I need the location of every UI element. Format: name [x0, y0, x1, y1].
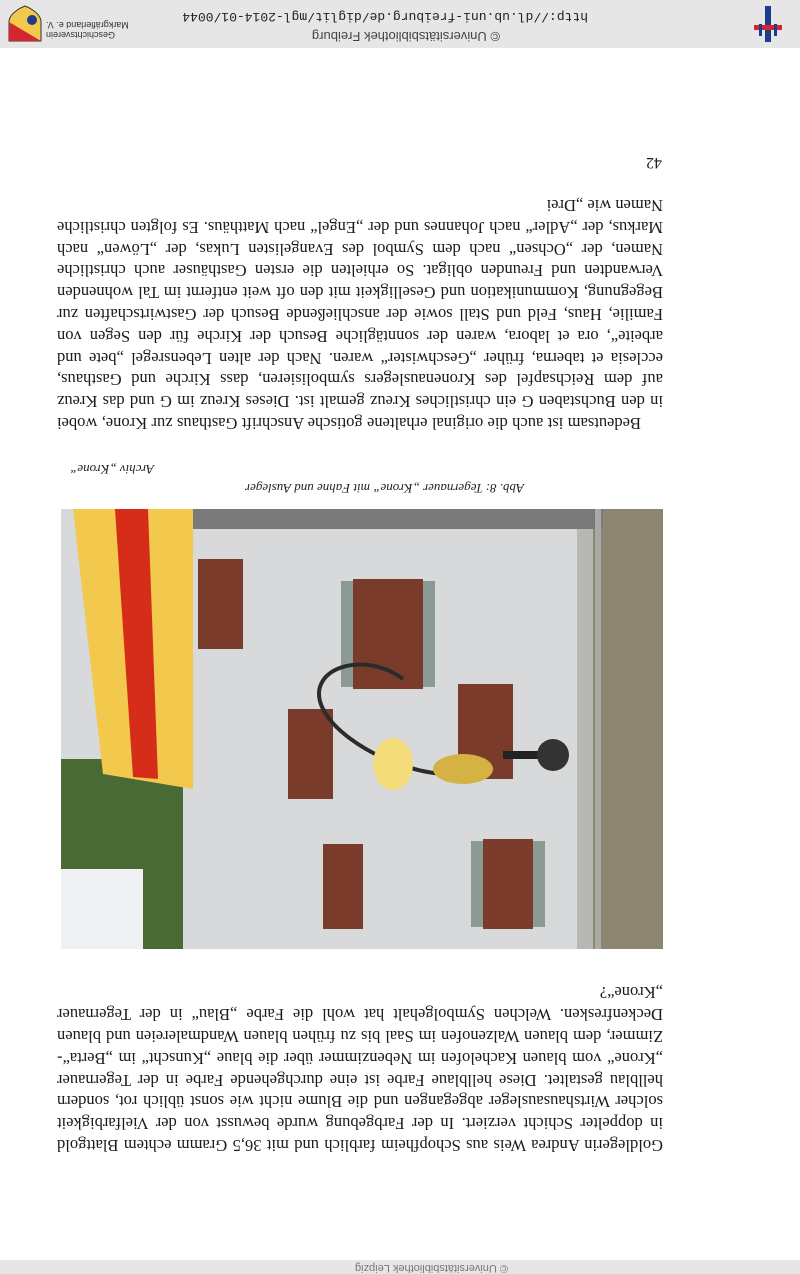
society-line-1: Geschichtsverein	[46, 30, 116, 40]
society-line-2: Markgräflerland e. V.	[46, 20, 129, 30]
copyright-text: © Universitätsbibliothek Freiburg	[311, 29, 500, 44]
figure-caption: Abb. 8: Tegernauer „Krone“ mit Fahne und Ausleger	[244, 481, 524, 496]
figure-photo	[61, 509, 663, 949]
source-url-link[interactable]: http://dl.ub.uni-freiburg.de/diglit/mgl-2014-01/0044	[182, 9, 588, 24]
paragraph-1	[57, 982, 663, 1156]
figure-credit: Archiv „Krone“	[70, 462, 154, 477]
footer-bar	[0, 0, 800, 48]
paragraph-2	[57, 194, 663, 434]
library-logo-icon	[748, 4, 788, 44]
society-name	[46, 20, 142, 40]
page-number: 42	[646, 154, 662, 171]
bottom-strip-text: © Universitätsbibliothek Leipzig	[354, 1262, 508, 1274]
paragraph-2-text: Bedeutsam ist auch die original erhaltene gotische Anschrift Gasthaus zur Krone, wobei in den Buchstaben G ein christliches Kreuz gemalt ist. Dieses Kreuz im G und das Kreuz auf dem Reichsapfel des Kronenauslegers symbolisieren, dass Kirche und Gasthaus, ecclesia et taberna, früher „Geschwister“ waren. Nach der alten Lebensregel „bete und arbeite“, ora et labora, waren der sonntägliche Besuch der Kirche für den Segen von Familie, Haus, Feld und Stall sowie der anschließende Besuch der Gastwirtschaften zur Begegnung, Kommunikation und Geselligkeit mit den oft weit entfernt im Tal wohnenden Verwandten und Freunden obligat. So erhielten die ersten Gasthäuser auch christliche Namen, der „Ochsen“ nach dem Symbol des Evangelisten Lukas, der „Löwen“ nach Markus, der „Adler“ nach Johannes und der „Engel“ nach Matthäus. Es folgten christliche Namen wie „Drei	[57, 196, 663, 433]
facade-photo-svg	[61, 509, 663, 949]
paragraph-1-text: Goldlegerin Andrea Weis aus Schopfheim farblich und mit 36,5 Gramm echtem Blattgold in doppelter Schicht verziert. In der Farbgebung wurde bewusst von der Vielfarbigkeit solcher Wirtshausausleger abgegangen und die Blume nicht wie sonst üblich rot, sondern hellblau gestaltet. Diese hellblaue Farbe ist eine durchgehende Farbe in der Tegernauer „Krone“ vom blauen Kachelofen im Nebenzimmer über die blaue „Kunscht“ im „Berta“-Zimmer, dem blauen Walzenofen im Saal bis zu frühen blauen Wandmalereien und blauen Deckenfresken. Welchen Symbolgehalt hat wohl die Farbe „Blau“ in der Tegernauer „Krone“?	[57, 983, 663, 1155]
society-crest-icon	[6, 4, 44, 44]
